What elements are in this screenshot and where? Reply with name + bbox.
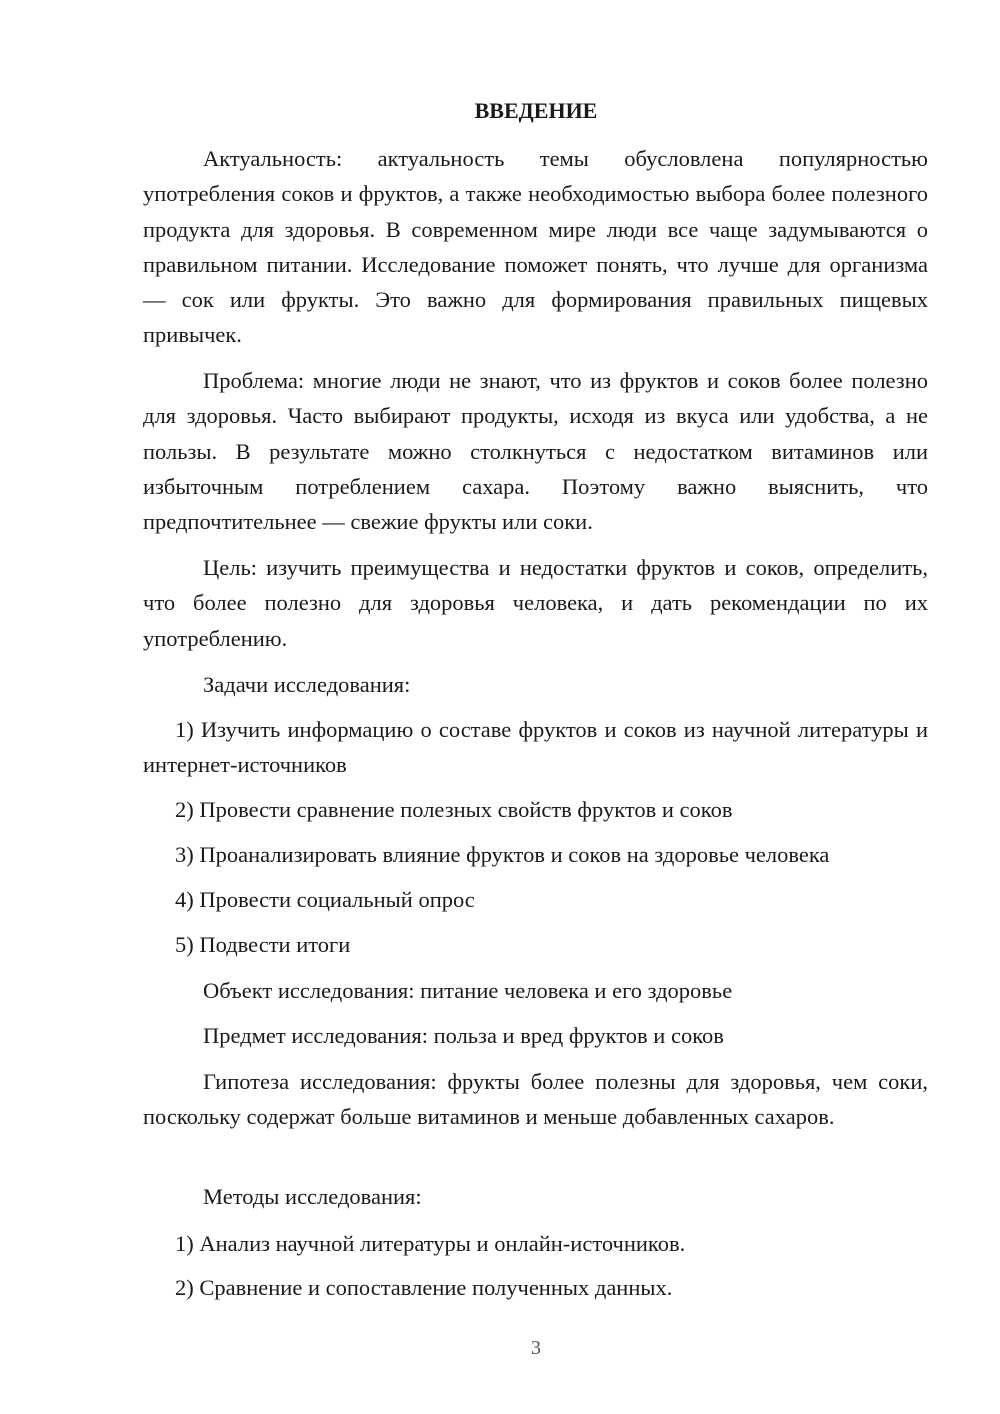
method-item-2: 2) Сравнение и сопоставление полученных данных. bbox=[175, 1275, 673, 1300]
relevance-paragraph: Актуальность: актуальность темы обусловлена популярностью употребления соков и фруктов, а также необходимостью выбора более полезного продукта для здоровья. В современном мире люди все чаще задумываются о правильном питании. Исследование поможет понять, что лучше для организма — сок или фрукты. Это важно для формирования правильных пищевых привычек. bbox=[143, 146, 928, 348]
section-heading: ВВЕДЕНИЕ bbox=[474, 98, 598, 123]
page-number: 3 bbox=[531, 1337, 541, 1359]
problem-paragraph: Проблема: многие люди не знают, что из фруктов и соков более полезно для здоровья. Часто выбирают продукты, исходя из вкуса или удобства, а не пользы. В результате можно столкнуться с недостатком витаминов или избыточным потреблением сахара. Поэтому важно выяснить, что предпочтительнее — свежие фрукты или соки. bbox=[143, 368, 928, 535]
method-item-1: 1) Анализ научной литературы и онлайн-источников. bbox=[175, 1231, 686, 1256]
task-item-1: 1) Изучить информацию о составе фруктов и соков из научной литературы и интернет-источников bbox=[143, 717, 928, 778]
object-line: Объект исследования: питание человека и его здоровье bbox=[203, 978, 733, 1003]
goal-paragraph: Цель: изучить преимущества и недостатки фруктов и соков, определить, что более полезно для здоровья человека, и дать рекомендации по их употреблению. bbox=[143, 555, 928, 651]
tasks-heading: Задачи исследования: bbox=[203, 672, 411, 697]
task-item-2: 2) Провести сравнение полезных свойств фруктов и соков bbox=[175, 797, 733, 822]
task-item-5: 5) Подвести итоги bbox=[175, 932, 351, 957]
task-item-4: 4) Провести социальный опрос bbox=[175, 887, 475, 912]
hypothesis-paragraph: Гипотеза исследования: фрукты более полезны для здоровья, чем соки, поскольку содержат больше витаминов и меньше добавленных сахаров. bbox=[143, 1069, 928, 1130]
task-item-3: 3) Проанализировать влияние фруктов и соков на здоровье человека bbox=[175, 842, 830, 867]
subject-line: Предмет исследования: польза и вред фруктов и соков bbox=[203, 1023, 724, 1048]
methods-heading: Методы исследования: bbox=[203, 1184, 422, 1209]
